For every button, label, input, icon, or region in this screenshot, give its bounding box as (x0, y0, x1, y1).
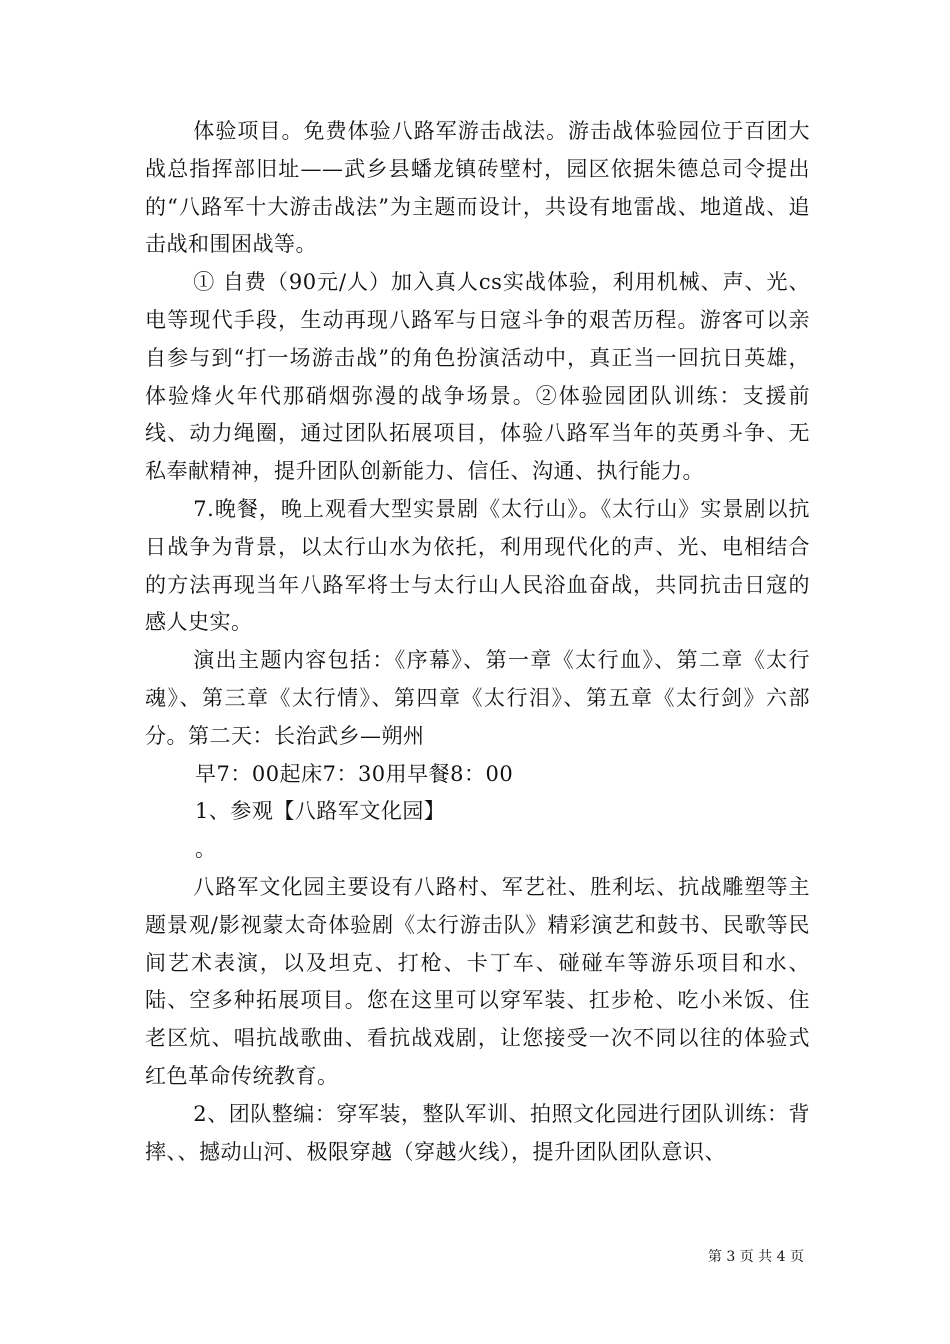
paragraph-experience-project: 体验项目。免费体验八路军游击战法。游击战体验园位于百团大战总指挥部旧址——武乡县蟠龙镇砖壁村，园区依据朱德总司令提出的“八路军十大游击战法”为主题而设计，共设有地雷战、地道战、追击战和围困战等。 (145, 119, 810, 257)
paragraph-show-contents: 演出主题内容包括：《序幕》、第一章《太行血》、第二章《太行魂》、第三章《太行情》、第四章《太行泪》、第五章《太行剑》六部分。第二天：长治武乡—朔州 (145, 648, 810, 748)
paragraph-dinner-show: 7.晚餐，晚上观看大型实景剧《太行山》。《太行山》实景剧以抗日战争为背景，以太行山水为依托，利用现代化的声、光、电相结合的方法再现当年八路军将士与太行山人民浴血奋战，共同抗击日寇的感人史实。 (145, 496, 810, 635)
paragraph-cs-experience: ① 自费（90元/人）加入真人cs实战体验，利用机械、声、光、电等现代手段，生动再现八路军与日寇斗争的艰苦历程。游客可以亲自参与到“打一场游击战”的角色扮演活动中，真正当一回抗日英雄，体验烽火年代那硝烟弥漫的战争场景。②体验园团队训练：支援前线、动力绳圈，通过团队拓展项目，体验八路军当年的英勇斗争、无私奉献精神，提升团队创新能力、信任、沟通、执行能力。 (145, 270, 810, 484)
page-number-footer: 第 3 页 共 4 页 (707, 1249, 804, 1265)
paragraph-team-training: 2、团队整编：穿军装，整队军训、拍照文化园进行团队训练：背摔、、撼动山河、极限穿越（穿越火线），提升团队团队意识、 (145, 1101, 810, 1164)
punctuation-line: 。 (195, 837, 216, 862)
visit-heading: 1、参观【八路军文化园】 (195, 799, 446, 824)
schedule-line: 早7：00起床7：30用早餐8：00 (195, 761, 514, 786)
document-body (145, 113, 810, 1171)
paragraph-culture-park: 八路军文化园主要设有八路村、军艺社、胜利坛、抗战雕塑等主题景观/影视蒙太奇体验剧《太行游击队》精彩演艺和鼓书、民歌等民间艺术表演，以及坦克、打枪、卡丁车、碰碰车等游乐项目和水、陆、空多种拓展项目。您在这里可以穿军装、扛步枪、吃小米饭、住老区炕、唱抗战歌曲、看抗战戏剧，让您接受一次不同以往的体验式红色革命传统教育。 (145, 874, 810, 1088)
